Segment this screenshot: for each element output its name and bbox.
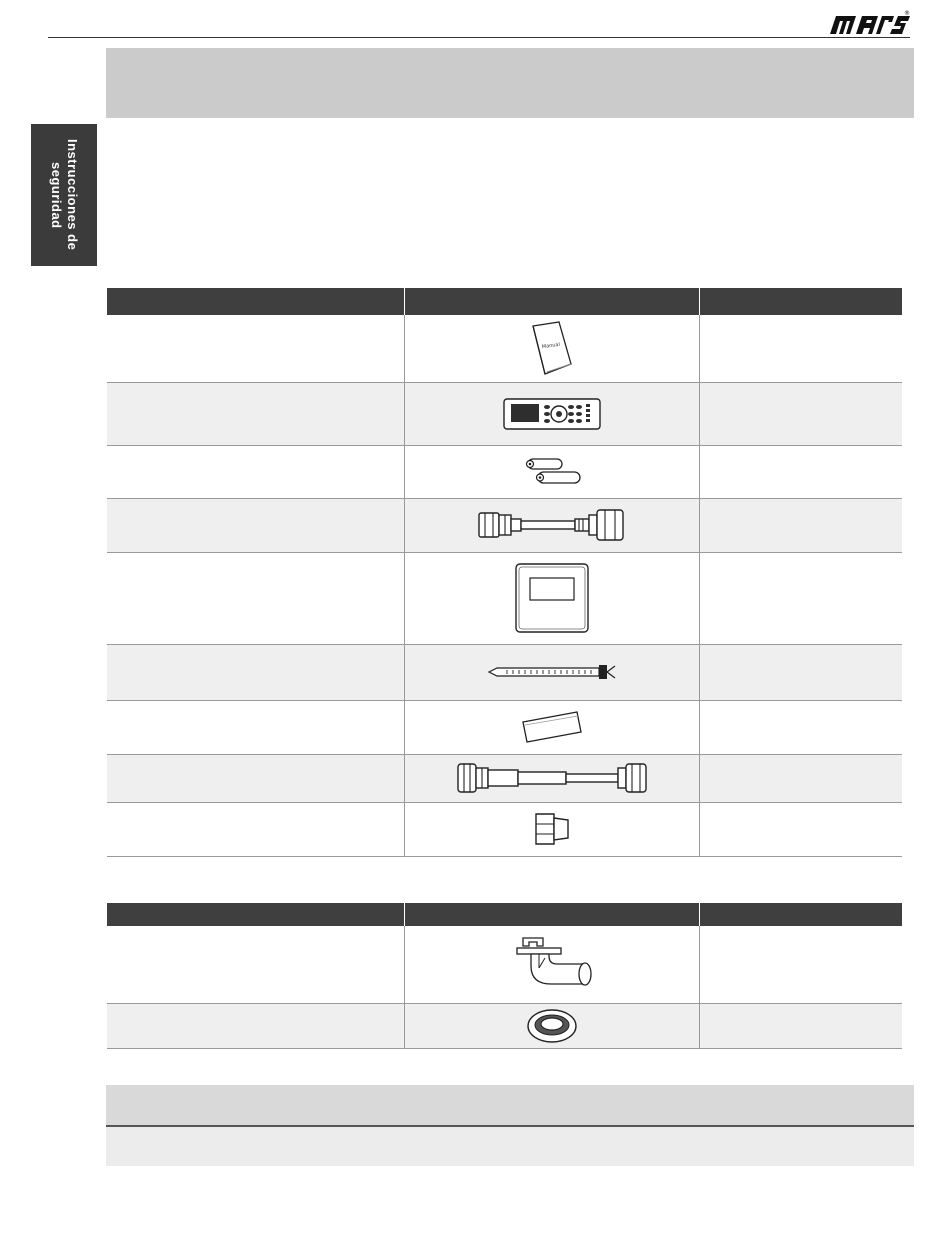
drain-elbow-icon [509,936,595,992]
header-name [107,903,404,926]
cell-shape [404,315,699,382]
cell-name [107,498,404,552]
cell-shape [404,644,699,700]
cell-name [107,552,404,644]
side-tab-safety[interactable] [31,124,97,266]
cell-name [107,1003,404,1048]
header-shape [404,903,699,926]
cell-shape [404,1003,699,1048]
table-row [107,382,902,445]
insulation-sheet-icon [521,710,583,744]
cell-name [107,315,404,382]
cell-name [107,382,404,445]
cell-quantity [699,700,902,754]
remote-controller-icon [503,398,601,430]
cell-quantity [699,754,902,802]
accessory-table [107,288,902,857]
table-row [107,315,902,382]
header-quantity [699,288,902,315]
header-shape [404,288,699,315]
long-pipe-connector-icon [454,758,650,798]
batteries-icon [522,456,582,488]
seal-ring-icon [526,1008,578,1044]
cell-shape [404,926,699,1003]
table-row [107,445,902,498]
table-header-row [107,288,902,315]
cell-name [107,754,404,802]
cell-quantity [699,644,902,700]
brand-logo [826,8,910,40]
cable-tie-icon [487,662,617,682]
table-row [107,802,902,856]
wired-controller-icon [514,562,590,634]
cell-quantity [699,1003,902,1048]
registered-mark: ® [904,10,910,17]
manual-booklet-icon [529,320,575,376]
cell-quantity [699,315,902,382]
table-row [107,1003,902,1048]
cell-shape [404,382,699,445]
note-body [106,1127,914,1166]
side-tab-label: Instrucciones de seguridad [49,139,80,251]
drain-accessory-table [107,903,902,1049]
cell-shape [404,552,699,644]
table-row [107,926,902,1003]
top-rule [48,37,910,38]
section-title-band [106,48,914,118]
table-row [107,552,902,644]
table-header-row [107,903,902,926]
manual-label: Manual [541,342,560,351]
cell-quantity [699,926,902,1003]
cell-name [107,445,404,498]
cell-shape [404,700,699,754]
flare-nut-icon [532,810,572,848]
cell-name [107,700,404,754]
cell-quantity [699,382,902,445]
cell-shape [404,498,699,552]
table-row [107,700,902,754]
cell-quantity [699,552,902,644]
table-row [107,644,902,700]
cell-quantity [699,498,902,552]
cell-name [107,644,404,700]
table-row [107,498,902,552]
cell-shape [404,445,699,498]
header-name [107,288,404,315]
cell-quantity [699,802,902,856]
cell-name [107,802,404,856]
cell-shape [404,754,699,802]
table-row [107,754,902,802]
pipe-connector-icon [475,506,629,544]
cell-quantity [699,445,902,498]
cell-shape [404,802,699,856]
header-quantity [699,903,902,926]
cell-name [107,926,404,1003]
